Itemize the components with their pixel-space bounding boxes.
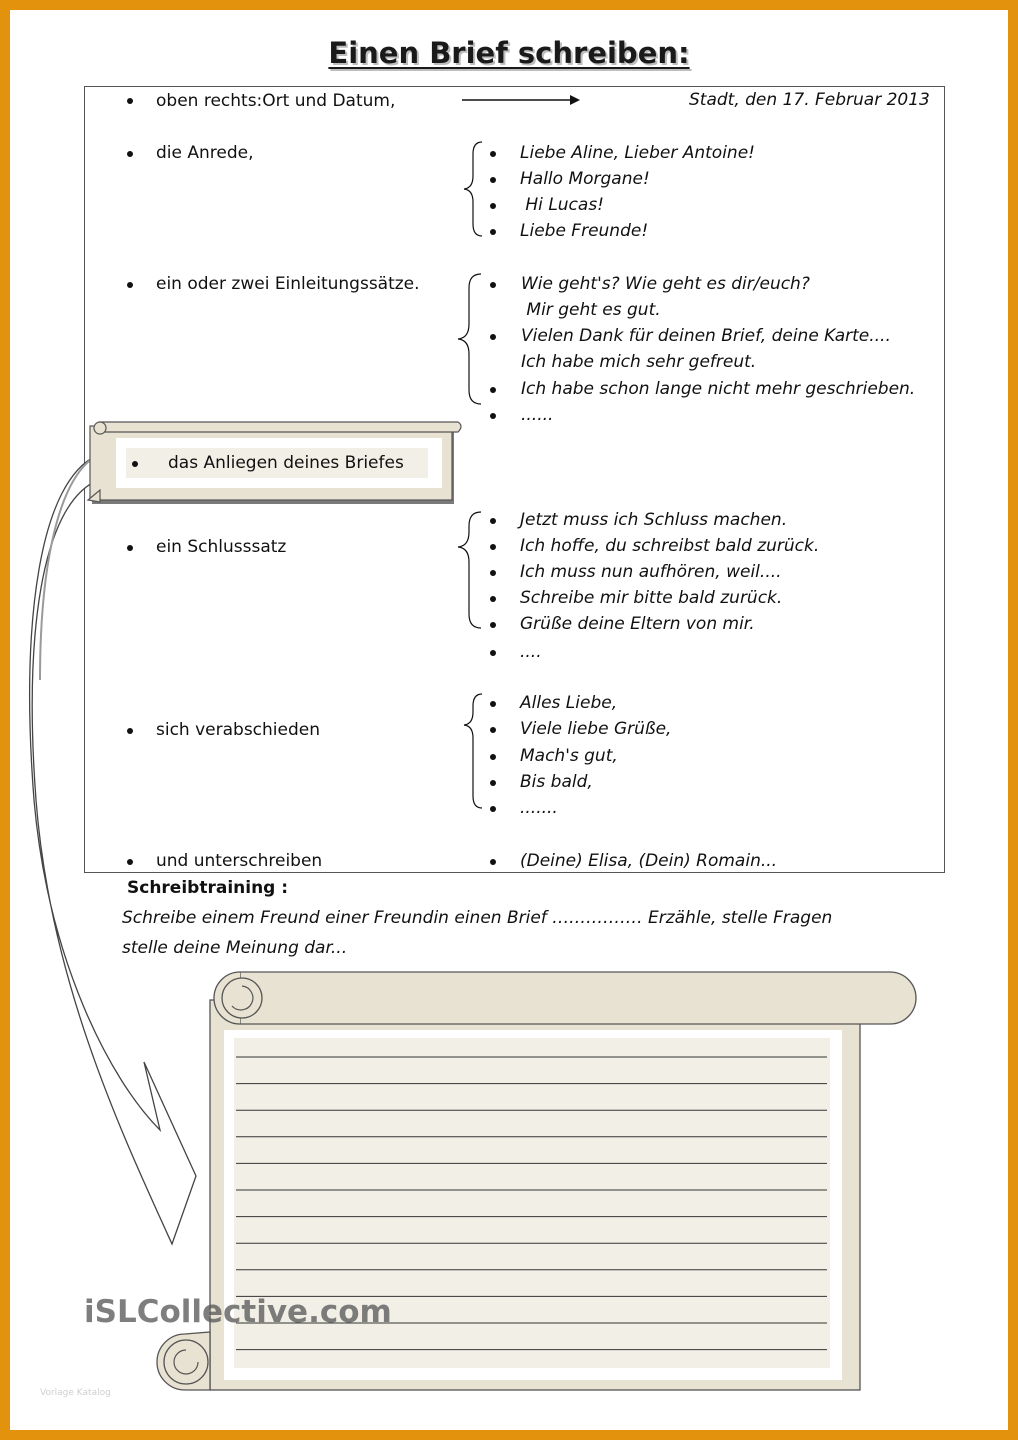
bullet [490, 727, 496, 733]
bullet [490, 518, 496, 524]
page-title: Einen Brief schreiben: [328, 36, 690, 70]
einleitung-example: Vielen Dank für deinen Brief, deine Karte.... [521, 326, 891, 346]
bullet [490, 701, 496, 707]
schlusssatz-example: Jetzt muss ich Schluss machen. [520, 510, 788, 530]
training-task-line2: stelle deine Meinung dar... [122, 938, 348, 958]
einleitung-example: Wie geht's? Wie geht es dir/euch? [521, 274, 810, 294]
schlusssatz-example: Ich hoffe, du schreibst bald zurück. [520, 536, 820, 556]
schlusssatz-example: Grüße deine Eltern von mir. [520, 614, 755, 634]
schlusssatz-example: Schreibe mir bitte bald zurück. [520, 588, 783, 608]
watermark-logo: iSLCollective.com [84, 1294, 392, 1330]
training-heading: Schreibtraining : [127, 878, 289, 898]
label-verabschieden: sich verabschieden [156, 720, 321, 740]
anrede-example: Hi Lucas! [520, 195, 604, 215]
einleitung-example: Mir geht es gut. [521, 300, 661, 320]
verabschieden-example: Alles Liebe, [520, 693, 618, 713]
training-task-line1: Schreibe einem Freund einer Freundin einen Brief ….………… Erzähle, stelle Fragen [122, 908, 833, 928]
example-date: Stadt, den 17. Februar 2013 [689, 90, 930, 110]
bullet [490, 754, 496, 760]
verabschieden-example: ....... [520, 798, 558, 818]
verabschieden-example: Viele liebe Grüße, [520, 719, 672, 739]
einleitung-example: Ich habe schon lange nicht mehr geschrieben. [521, 379, 916, 399]
small-caption: Vorlage Katalog [40, 1388, 111, 1398]
brace-icon [455, 510, 487, 632]
label-einleitung: ein oder zwei Einleitungssätze. [156, 274, 420, 294]
label-ort-datum: oben rechts:Ort und Datum, [156, 91, 396, 111]
bullet [490, 570, 496, 576]
anrede-example: Hallo Morgane! [520, 169, 650, 189]
signature-example: (Deine) Elisa, (Dein) Romain... [520, 851, 778, 871]
label-anrede: die Anrede, [156, 143, 254, 163]
bullet [490, 859, 496, 865]
anrede-example: Liebe Aline, Lieber Antoine! [520, 143, 755, 163]
bullet [127, 545, 133, 551]
label-unterschreiben: und unterschreiben [156, 851, 323, 871]
bullet [132, 461, 138, 467]
verabschieden-example: Bis bald, [520, 772, 593, 792]
bullet [490, 650, 496, 656]
bullet [490, 806, 496, 812]
bullet [490, 596, 496, 602]
brace-icon [460, 692, 490, 812]
verabschieden-example: Mach's gut, [520, 746, 618, 766]
schlusssatz-example: Ich muss nun aufhören, weil.... [520, 562, 782, 582]
schlusssatz-example: .... [520, 642, 542, 662]
label-anliegen: das Anliegen deines Briefes [168, 453, 404, 473]
bullet [490, 544, 496, 550]
bullet [490, 622, 496, 628]
einleitung-example: ...... [521, 405, 554, 425]
bullet [127, 728, 133, 734]
bullet [490, 780, 496, 786]
einleitung-example: Ich habe mich sehr gefreut. [521, 352, 757, 372]
anrede-example: Liebe Freunde! [520, 221, 649, 241]
bullet [127, 859, 133, 865]
label-schlusssatz: ein Schlusssatz [156, 537, 287, 557]
